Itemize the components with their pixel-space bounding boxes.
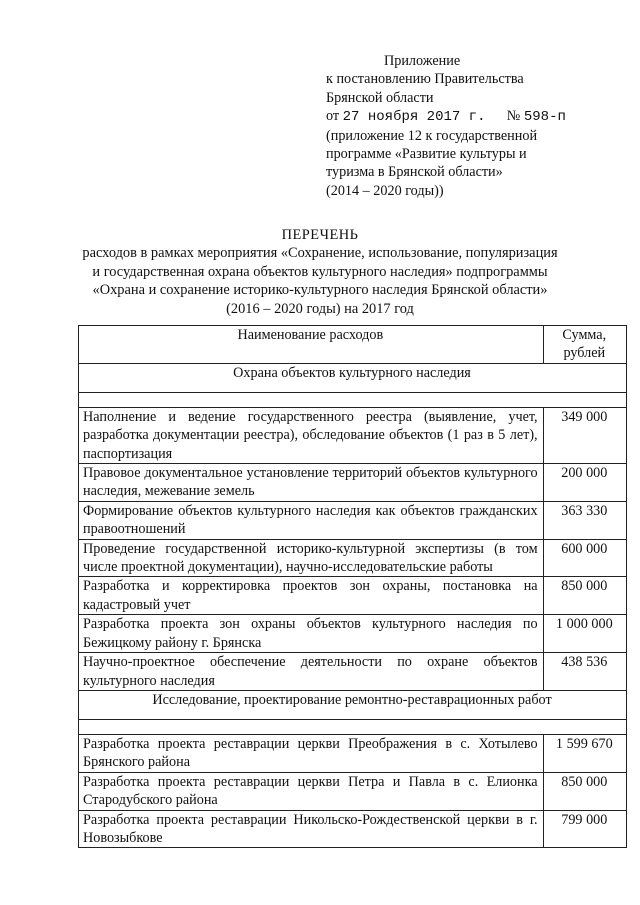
- section-title: Исследование, проектирование ремонтно-реставрационных работ: [79, 690, 627, 719]
- spacer-row: [79, 719, 627, 734]
- expense-name: Разработка проекта реставрации церкви Преображения в с. Хотылево Брянского района: [79, 734, 544, 772]
- table-header-row: [79, 326, 627, 364]
- table-row: [79, 539, 627, 577]
- table-row: [79, 734, 627, 772]
- date-prefix: от: [326, 108, 340, 125]
- table-row: [79, 615, 627, 653]
- table-row: [79, 501, 627, 539]
- spacer-row: [79, 392, 627, 407]
- expense-sum: 600 000: [543, 539, 626, 577]
- expense-name: Правовое документальное установление территорий объектов культурного наследия, межевание земель: [79, 464, 544, 502]
- expense-sum: 1 599 670: [543, 734, 626, 772]
- appendix-line-2: к постановлению Правительства: [326, 71, 524, 88]
- document-title: ПЕРЕЧЕНЬ: [281, 227, 359, 243]
- expense-sum: 799 000: [543, 810, 626, 848]
- table-row: [79, 464, 627, 502]
- expense-sum: 850 000: [543, 772, 626, 810]
- table-row: [79, 772, 627, 810]
- expense-sum: 850 000: [543, 577, 626, 615]
- expenses-table: [78, 325, 627, 848]
- spacer-cell: [79, 719, 627, 734]
- decree-date: 27 ноября 2017 г.: [342, 109, 486, 126]
- appendix-block: [326, 52, 626, 200]
- header-name-cell: Наименование расходов: [79, 326, 544, 364]
- expense-name: Проведение государственной историко-культурной экспертизы (в том числе проектной документации), научно-исследовательские работы: [79, 539, 544, 577]
- appendix-line-1: Приложение: [384, 53, 461, 69]
- expense-sum: 200 000: [543, 464, 626, 502]
- expense-name: Наполнение и ведение государственного реестра (выявление, учет, разработка документации реестра), обследование объектов (1 раз в 5 лет), паспортизация: [79, 407, 544, 463]
- appendix-line-7: туризма в Брянской области»: [326, 164, 503, 181]
- header-sum-cell: Сумма, рублей: [543, 326, 626, 364]
- appendix-date-line: [326, 107, 626, 126]
- expense-name: Формирование объектов культурного наследия как объектов гражданских правоотношений: [79, 501, 544, 539]
- appendix-line-6: программе «Развитие культуры и: [326, 146, 527, 163]
- expense-name: Разработка проекта реставрации Никольско-Рождественской церкви в г. Новозыбкове: [79, 810, 544, 848]
- appendix-line-3: Брянской области: [326, 89, 434, 106]
- expense-sum: 1 000 000: [543, 615, 626, 653]
- table-row: [79, 407, 627, 463]
- expense-name: Разработка проекта реставрации церкви Петра и Павла в с. Елионка Стародубского района: [79, 772, 544, 810]
- section-row: [79, 363, 627, 392]
- table-row: [79, 653, 627, 691]
- heading-line-2: и государственная охрана объектов культурного наследия» подпрограммы: [92, 263, 548, 280]
- expense-name: Разработка проекта зон охраны объектов культурного наследия по Бежицкому району г. Брянска: [79, 615, 544, 653]
- heading-line-4: (2016 – 2020 годы) на 2017 год: [226, 300, 414, 317]
- expense-name: Научно-проектное обеспечение деятельности по охране объектов культурного наследия: [79, 653, 544, 691]
- section-title: Охрана объектов культурного наследия: [79, 363, 627, 392]
- heading-line-3: «Охрана и сохранение историко-культурного наследия Брянской области»: [92, 282, 548, 299]
- expense-sum: 349 000: [543, 407, 626, 463]
- document-heading: [0, 226, 640, 318]
- table-row: [79, 810, 627, 848]
- expense-sum: 363 330: [543, 501, 626, 539]
- heading-line-1: расходов в рамках мероприятия «Сохранение, использование, популяризация: [82, 245, 558, 262]
- section-row: [79, 690, 627, 719]
- expense-sum: 438 536: [543, 653, 626, 691]
- spacer-cell: [79, 392, 627, 407]
- table-row: [79, 577, 627, 615]
- decree-number: 598-п: [523, 109, 566, 126]
- appendix-line-8: (2014 – 2020 годы)): [326, 182, 444, 199]
- number-prefix: №: [506, 108, 521, 125]
- expense-name: Разработка и корректировка проектов зон охраны, постановка на кадастровый учет: [79, 577, 544, 615]
- appendix-line-5: (приложение 12 к государственной: [326, 127, 538, 144]
